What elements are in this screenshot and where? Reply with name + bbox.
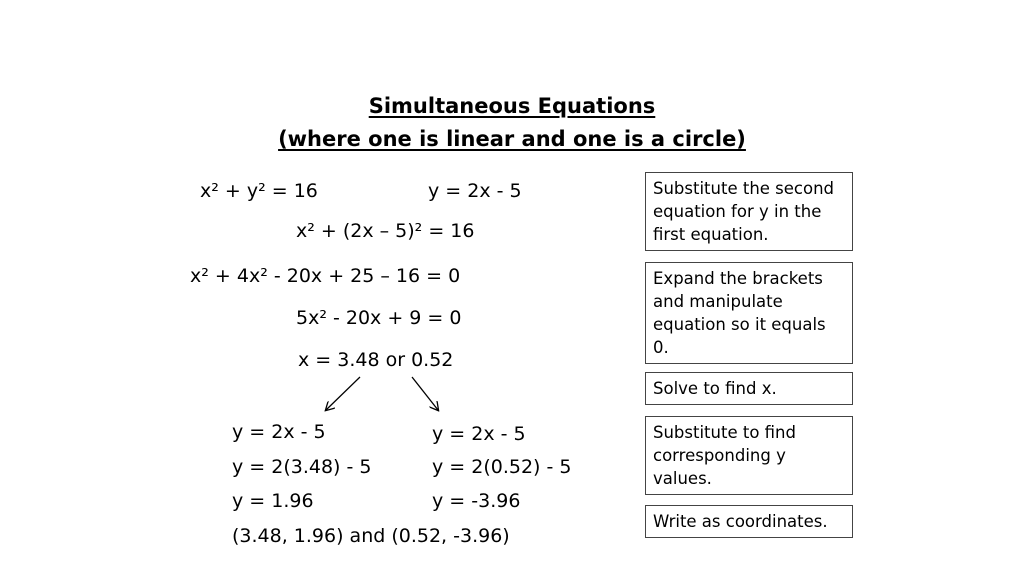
expanded-equation: x² + 4x² - 20x + 25 – 16 = 0: [190, 265, 461, 287]
right-branch-line-1: y = 2x - 5: [432, 423, 526, 445]
left-branch-line-2: y = 2(3.48) - 5: [232, 456, 372, 478]
note-coordinates: Write as coordinates.: [645, 505, 853, 538]
x-solutions: x = 3.48 or 0.52: [298, 349, 454, 371]
substituted-equation: x² + (2x – 5)² = 16: [296, 220, 475, 242]
arrow-left: [326, 377, 360, 410]
simplified-equation: 5x² - 20x + 9 = 0: [296, 307, 462, 329]
linear-equation: y = 2x - 5: [428, 180, 522, 202]
note-substitute: Substitute the second equation for y in the first equation.: [645, 172, 853, 251]
note-find-y: Substitute to find corresponding y values.: [645, 416, 853, 495]
left-branch-line-1: y = 2x - 5: [232, 421, 326, 443]
title-line-1: Simultaneous Equations: [368, 94, 656, 118]
right-branch-line-3: y = -3.96: [432, 490, 521, 512]
circle-equation: x² + y² = 16: [200, 180, 318, 202]
left-branch-line-3: y = 1.96: [232, 490, 314, 512]
note-solve: Solve to find x.: [645, 372, 853, 405]
right-branch-line-2: y = 2(0.52) - 5: [432, 456, 572, 478]
coordinates-answer: (3.48, 1.96) and (0.52, -3.96): [232, 525, 510, 547]
title-line-2: (where one is linear and one is a circle): [278, 127, 746, 151]
note-expand: Expand the brackets and manipulate equation so it equals 0.: [645, 262, 853, 364]
arrow-right: [412, 377, 438, 410]
